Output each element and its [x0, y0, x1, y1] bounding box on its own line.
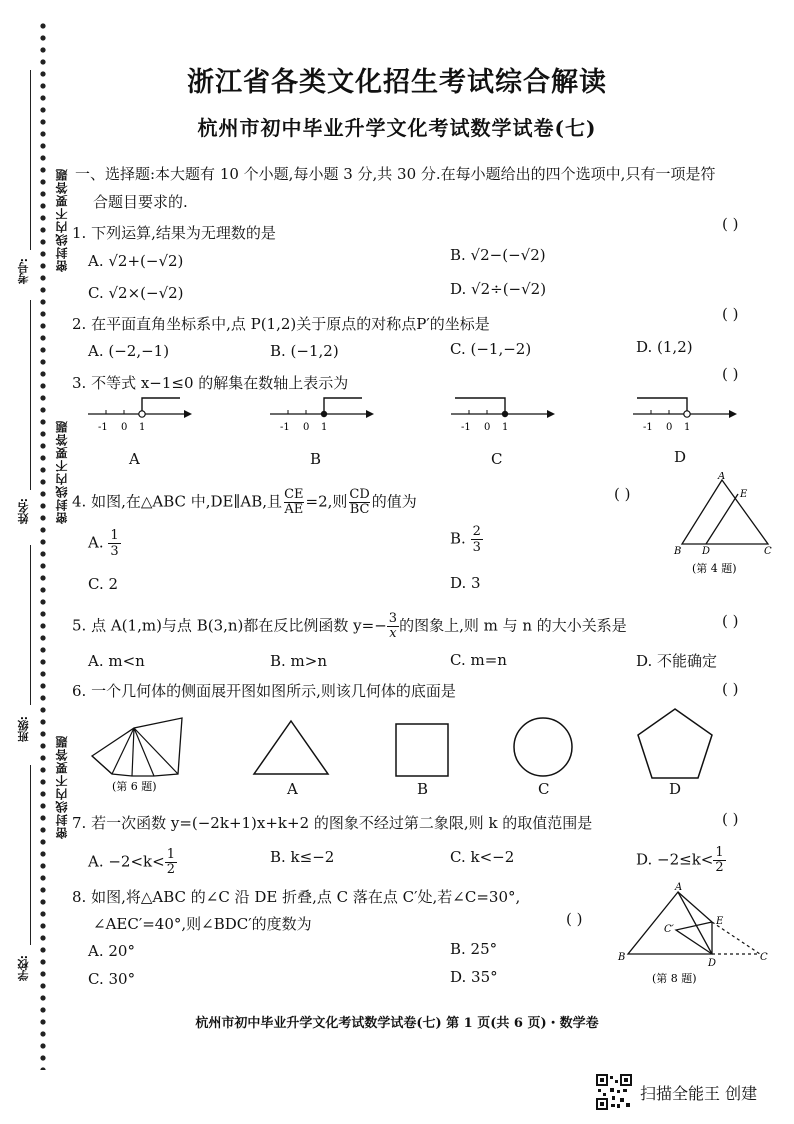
tick-label: 1 [139, 422, 146, 433]
q8-stem-line2: ∠AEC′=40°,则∠BDC′的度数为 [93, 915, 312, 933]
svg-text:D: D [708, 958, 717, 969]
field-label-school: 学校: [17, 955, 30, 982]
q4-option-d[interactable]: D. 3 [450, 574, 481, 592]
seal-notice-2: 密封线内不要答题 [55, 420, 69, 524]
svg-text:E: E [740, 489, 748, 500]
q3-option-a[interactable]: A [129, 450, 140, 468]
binding-dots [38, 20, 48, 1070]
field-label-name: 姓名: [17, 498, 30, 525]
section-instruction: 一、选择题:本大题有 10 个小题,每小题 3 分,共 30 分.在每小题给出的四个选项中,只有一项是符 [75, 165, 716, 183]
q4-option-b[interactable]: B. $\frac{2}{3}$ [450, 524, 481, 555]
q3-numberline-a[interactable] [84, 392, 194, 440]
q6-option-b-square[interactable] [392, 720, 452, 780]
svg-text:A: A [675, 882, 683, 893]
q4-option-c[interactable]: C. 2 [88, 575, 119, 593]
scanner-watermark: 扫描全能王 创建 [640, 1084, 758, 1103]
field-label-class: 班级: [17, 716, 30, 743]
q6-net-figure [84, 712, 194, 792]
answer-paren[interactable]: ( ) [722, 305, 739, 323]
q5-stem: 5. 点 A(1,m)与点 B(3,n)都在反比例函数 y=− $\frac{3}{x}$ 的图象上,则 m 与 n 的大小关系是 [72, 611, 627, 641]
q3-option-b[interactable]: B [310, 450, 322, 468]
q1-option-a[interactable]: A. √2+(−√2) [88, 252, 184, 270]
svg-text:C′: C′ [664, 924, 674, 935]
q7-stem: 7. 若一次函数 y=(−2k+1)x+k+2 的图象不经过第二象限,则 k 的取值范围是 [72, 814, 593, 832]
q1-option-b[interactable]: B. √2−(−√2) [450, 246, 546, 264]
q6-label-d: D [669, 780, 682, 798]
tick-label: 1 [684, 422, 691, 433]
svg-text:C: C [760, 952, 768, 963]
q2-option-d[interactable]: D. (1,2) [636, 338, 693, 356]
q5-option-a[interactable]: A. m<n [88, 652, 145, 670]
q5-option-d[interactable]: D. 不能确定 [636, 652, 718, 670]
tick-label: -1 [98, 422, 108, 433]
q3-stem: 3. 不等式 x−1≤0 的解集在数轴上表示为 [72, 374, 349, 392]
q3-option-c[interactable]: C [491, 450, 503, 468]
q2-option-a[interactable]: A. (−2,−1) [88, 342, 170, 360]
tick-label: 0 [121, 422, 128, 433]
q3-numberline-b[interactable] [266, 392, 376, 440]
answer-paren[interactable]: ( ) [614, 485, 631, 503]
q8-option-d[interactable]: D. 35° [450, 968, 498, 986]
q4-option-a[interactable]: A. $\frac{1}{3}$ [88, 528, 119, 559]
field-line [30, 545, 31, 705]
q5-option-b[interactable]: B. m>n [270, 652, 328, 670]
q7-option-a[interactable]: A. −2<k< $\frac{1}{2}$ [88, 847, 175, 877]
svg-text:B: B [618, 952, 626, 963]
tick-label: -1 [461, 422, 471, 433]
seal-notice-3: 密封线内不要答题 [55, 735, 69, 839]
seal-notice-1: 密封线内不要答题 [55, 168, 69, 272]
tick-label: 0 [666, 422, 673, 433]
q1-option-d[interactable]: D. √2÷(−√2) [450, 280, 547, 298]
answer-paren[interactable]: ( ) [722, 365, 739, 383]
q8-option-b[interactable]: B. 25° [450, 940, 498, 958]
q4-figure [672, 472, 782, 582]
answer-paren[interactable]: ( ) [722, 680, 739, 698]
svg-text:B: B [674, 546, 682, 557]
svg-text:D: D [702, 546, 711, 557]
page-footer: 杭州市初中毕业升学文化考试数学试卷(七) 第 1 页(共 6 页)・数学卷 [195, 1016, 599, 1031]
field-label-exam-no: 考号: [17, 258, 30, 285]
q2-option-b[interactable]: B. (−1,2) [270, 342, 339, 360]
paper-subtitle: 杭州市初中毕业升学文化考试数学试卷(七) [197, 116, 597, 140]
q5-option-c[interactable]: C. m=n [450, 651, 507, 669]
answer-paren[interactable]: ( ) [722, 612, 739, 630]
qr-code-icon [596, 1074, 632, 1110]
q7-option-c[interactable]: C. k<−2 [450, 848, 515, 866]
q1-stem: 1. 下列运算,结果为无理数的是 [72, 224, 276, 242]
q6-label-a: A [287, 780, 298, 798]
q8-option-c[interactable]: C. 30° [88, 970, 136, 988]
q3-numberline-d[interactable] [629, 392, 739, 440]
q1-option-c[interactable]: C. √2×(−√2) [88, 284, 184, 302]
tick-label: -1 [643, 422, 653, 433]
svg-text:(第 4 题): (第 4 题) [692, 562, 737, 575]
q6-label-c: C [538, 780, 550, 798]
page-title: 浙江省各类文化招生考试综合解读 [187, 67, 607, 98]
q6-option-c-circle[interactable] [510, 714, 576, 780]
answer-paren[interactable]: ( ) [722, 215, 739, 233]
tick-label: 0 [484, 422, 491, 433]
q8-figure [612, 882, 772, 992]
answer-paren[interactable]: ( ) [722, 810, 739, 828]
q8-stem-line1: 8. 如图,将△ABC 的∠C 沿 DE 折叠,点 C 落在点 C′处,若∠C=30°, [72, 888, 521, 906]
q6-option-a-triangle[interactable] [246, 718, 336, 778]
q6-stem: 6. 一个几何体的侧面展开图如图所示,则该几何体的底面是 [72, 682, 456, 700]
tick-label: 1 [502, 422, 509, 433]
svg-text:A: A [718, 472, 726, 482]
field-line [30, 765, 31, 945]
q6-label-b: B [417, 780, 429, 798]
q8-option-a[interactable]: A. 20° [88, 942, 135, 960]
q7-option-d[interactable]: D. −2≤k< $\frac{1}{2}$ [636, 845, 724, 875]
q4-stem: 4. 如图,在△ABC 中,DE∥AB,且 $\frac{CE}{AE}$ =2,则 $\frac{CD}{BC}$ 的值为 [72, 487, 417, 517]
q2-option-c[interactable]: C. (−1,−2) [450, 340, 532, 358]
q3-option-d[interactable]: D [674, 448, 687, 466]
svg-text:E: E [716, 916, 724, 927]
q6-option-d-pentagon[interactable] [634, 706, 716, 782]
tick-label: 1 [321, 422, 328, 433]
svg-text:C: C [764, 546, 772, 557]
q7-option-b[interactable]: B. k≤−2 [270, 848, 335, 866]
q2-stem: 2. 在平面直角坐标系中,点 P(1,2)关于原点的对称点P′的坐标是 [72, 315, 490, 333]
q3-numberline-c[interactable] [447, 392, 557, 440]
answer-paren[interactable]: ( ) [566, 910, 583, 928]
tick-label: 0 [303, 422, 310, 433]
section-instruction-cont: 合题目要求的. [93, 193, 188, 211]
field-line [30, 300, 31, 490]
svg-text:(第 6 题): (第 6 题) [112, 780, 157, 792]
svg-text:(第 8 题): (第 8 题) [652, 972, 697, 985]
tick-label: -1 [280, 422, 290, 433]
